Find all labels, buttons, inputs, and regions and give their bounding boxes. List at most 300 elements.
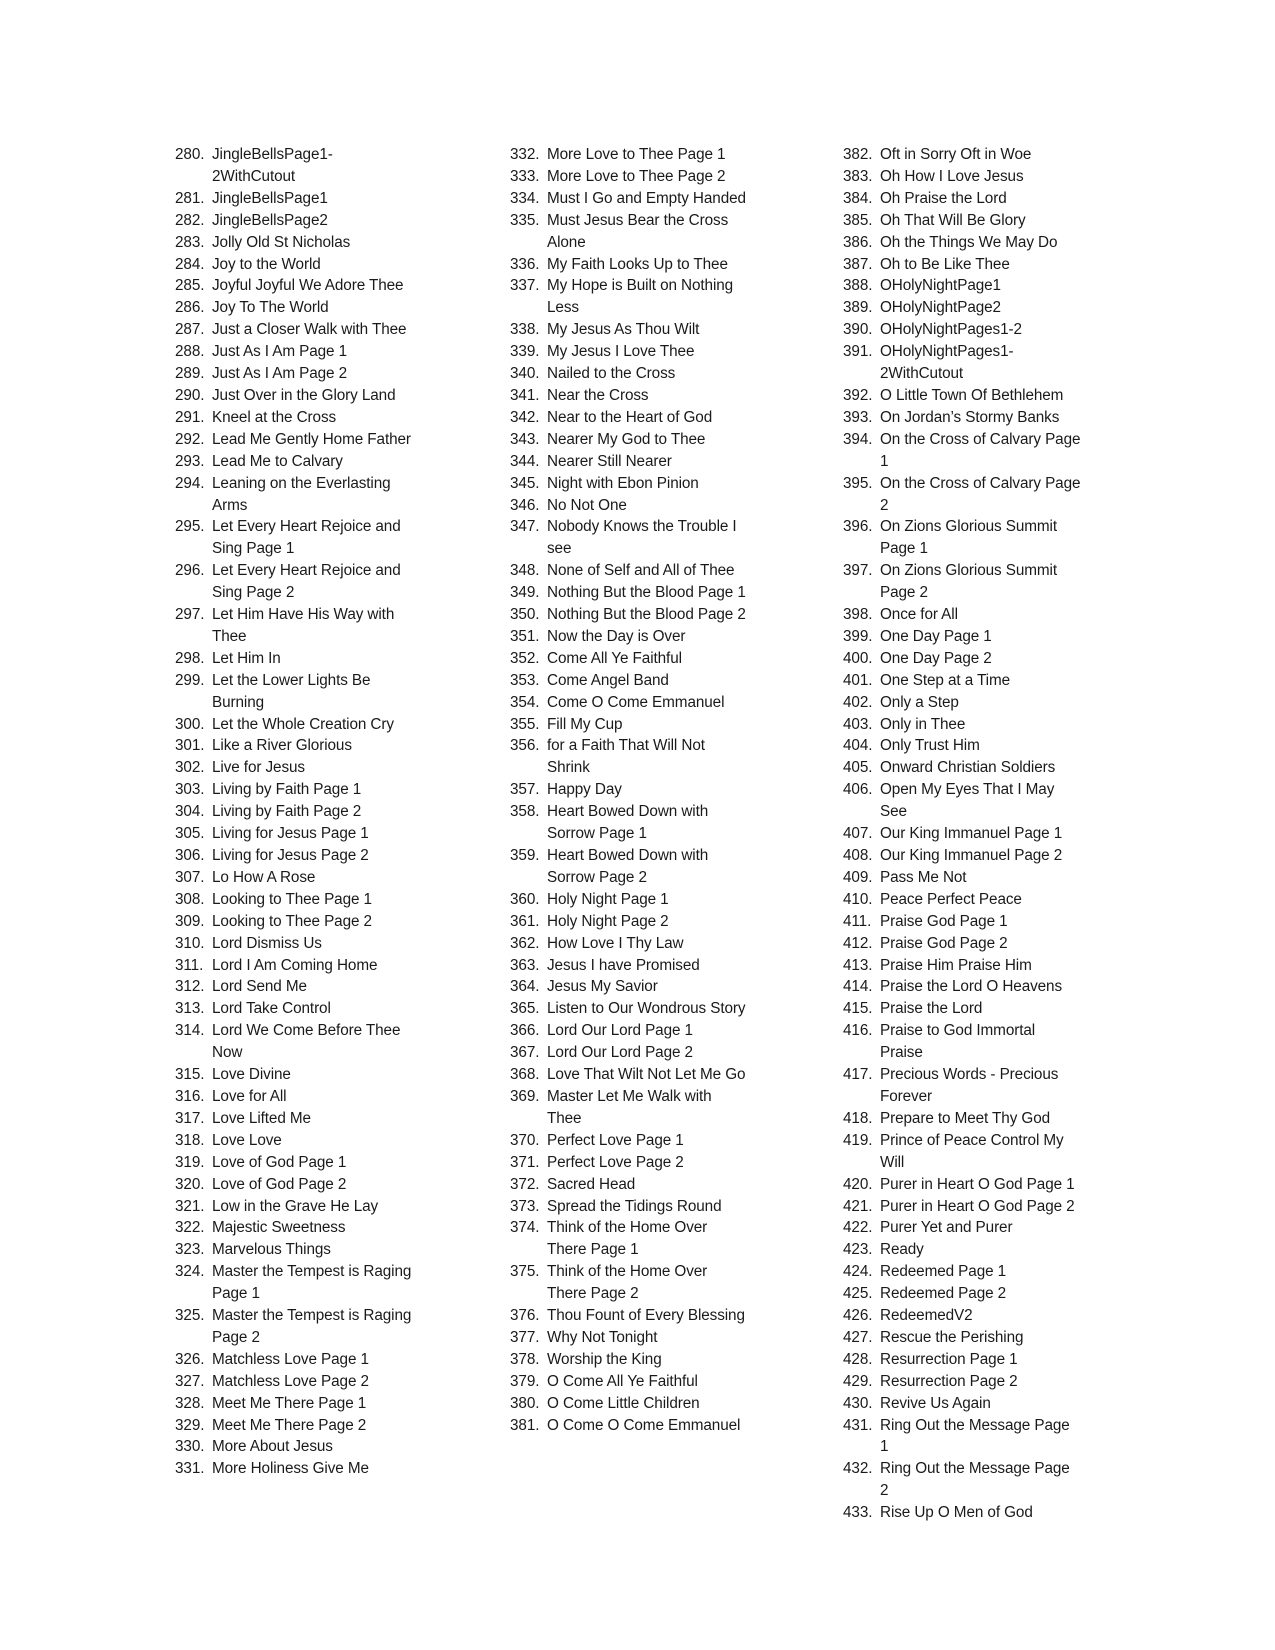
item-number: 415. bbox=[843, 1000, 873, 1018]
item-title: Open My Eyes That I May See bbox=[880, 781, 1055, 821]
item-number: 377. bbox=[510, 1328, 540, 1346]
item-title: Think of the Home Over There Page 1 bbox=[547, 1219, 708, 1259]
item-title: Purer in Heart O God Page 2 bbox=[880, 1197, 1075, 1215]
item-number: 364. bbox=[510, 978, 540, 996]
list-item bbox=[175, 1130, 413, 1152]
item-number: 300. bbox=[175, 715, 205, 733]
item-number: 281. bbox=[175, 189, 205, 207]
list-item bbox=[175, 1349, 413, 1371]
item-title: Rise Up O Men of God bbox=[880, 1504, 1033, 1522]
item-title: Just As I Am Page 2 bbox=[212, 365, 347, 383]
item-title: My Hope is Built on Nothing Less bbox=[547, 277, 734, 317]
item-number: 393. bbox=[843, 408, 873, 426]
item-number: 373. bbox=[510, 1197, 540, 1215]
list-item bbox=[510, 1086, 748, 1130]
item-title: Prepare to Meet Thy God bbox=[880, 1109, 1051, 1127]
item-number: 416. bbox=[843, 1022, 873, 1040]
list-item bbox=[843, 1064, 1081, 1108]
item-number: 410. bbox=[843, 890, 873, 908]
list-item bbox=[175, 1174, 413, 1196]
list-item bbox=[510, 714, 748, 736]
list-item bbox=[175, 1064, 413, 1086]
item-number: 306. bbox=[175, 847, 205, 864]
list-item bbox=[175, 1239, 413, 1261]
list-item bbox=[175, 210, 413, 232]
item-title: Only Trust Him bbox=[880, 737, 980, 755]
item-title: Oh How I Love Jesus bbox=[880, 167, 1024, 185]
list-item bbox=[175, 363, 413, 385]
list-item bbox=[175, 341, 413, 363]
list-item bbox=[843, 1239, 1081, 1261]
item-title: Praise to God Immortal Praise bbox=[880, 1022, 1036, 1062]
item-title: Master the Tempest is Raging Page 1 bbox=[212, 1263, 412, 1303]
item-title: Matchless Love Page 1 bbox=[212, 1350, 369, 1368]
item-number: 424. bbox=[843, 1263, 873, 1281]
item-title: Joy to the World bbox=[212, 255, 321, 273]
item-number: 429. bbox=[843, 1372, 873, 1390]
list-item bbox=[510, 341, 748, 363]
item-number: 336. bbox=[510, 255, 540, 273]
list-item bbox=[510, 166, 748, 188]
item-title: Marvelous Things bbox=[212, 1241, 331, 1259]
item-title: Lord Take Control bbox=[212, 1000, 331, 1018]
item-number: 418. bbox=[843, 1109, 873, 1127]
item-number: 338. bbox=[510, 321, 540, 339]
list-item bbox=[510, 473, 748, 495]
list-item bbox=[843, 407, 1081, 429]
item-number: 432. bbox=[843, 1460, 873, 1478]
item-number: 374. bbox=[510, 1219, 540, 1237]
list-item bbox=[510, 670, 748, 692]
item-title: Purer in Heart O God Page 1 bbox=[880, 1175, 1075, 1193]
item-number: 359. bbox=[510, 847, 540, 864]
item-number: 315. bbox=[175, 1066, 205, 1084]
item-title: O Come O Come Emmanuel bbox=[547, 1416, 741, 1434]
item-title: No Not One bbox=[547, 496, 627, 514]
item-title: More Holiness Give Me bbox=[212, 1460, 369, 1478]
item-number: 335. bbox=[510, 211, 540, 229]
item-title: Holy Night Page 1 bbox=[547, 890, 669, 908]
item-title: JingleBellsPage1 bbox=[212, 189, 328, 207]
item-title: RedeemedV2 bbox=[880, 1307, 973, 1325]
item-number: 426. bbox=[843, 1307, 873, 1325]
list-item bbox=[175, 1261, 413, 1305]
item-title: OHolyNightPage1 bbox=[880, 277, 1001, 295]
item-title: Master Let Me Walk with Thee bbox=[547, 1087, 712, 1127]
item-title: Praise Him Praise Him bbox=[880, 956, 1032, 974]
item-number: 378. bbox=[510, 1350, 540, 1368]
item-title: Prince of Peace Control My Will bbox=[880, 1131, 1064, 1171]
list-item bbox=[843, 955, 1081, 977]
item-title: Thou Fount of Every Blessing bbox=[547, 1307, 745, 1325]
list-item bbox=[175, 648, 413, 670]
list-item bbox=[175, 911, 413, 933]
item-number: 370. bbox=[510, 1131, 540, 1149]
list-item bbox=[510, 801, 748, 845]
item-title: Matchless Love Page 2 bbox=[212, 1372, 369, 1390]
list-item bbox=[510, 210, 748, 254]
item-number: 412. bbox=[843, 934, 873, 952]
item-title: Our King Immanuel Page 1 bbox=[880, 825, 1063, 843]
list-item bbox=[843, 1174, 1081, 1196]
list-item bbox=[843, 560, 1081, 604]
list-item bbox=[510, 582, 748, 604]
item-number: 317. bbox=[175, 1109, 205, 1127]
item-number: 383. bbox=[843, 167, 873, 185]
item-number: 400. bbox=[843, 649, 873, 667]
list-item bbox=[510, 363, 748, 385]
item-title: On the Cross of Calvary Page 2 bbox=[880, 474, 1081, 514]
item-number: 337. bbox=[510, 277, 540, 295]
item-number: 339. bbox=[510, 343, 540, 361]
list-item bbox=[843, 1458, 1081, 1502]
item-title: Let the Whole Creation Cry bbox=[212, 715, 394, 733]
item-title: Only in Thee bbox=[880, 715, 966, 733]
item-number: 292. bbox=[175, 430, 205, 448]
item-number: 320. bbox=[175, 1175, 205, 1193]
item-number: 352. bbox=[510, 649, 540, 667]
list-item bbox=[175, 1458, 413, 1480]
item-title: Ring Out the Message Page 2 bbox=[880, 1460, 1070, 1500]
item-title: One Step at a Time bbox=[880, 671, 1010, 689]
item-number: 379. bbox=[510, 1372, 540, 1390]
item-title: Love Love bbox=[212, 1131, 282, 1149]
item-number: 372. bbox=[510, 1175, 540, 1193]
item-number: 285. bbox=[175, 277, 205, 295]
item-number: 368. bbox=[510, 1066, 540, 1084]
item-number: 409. bbox=[843, 868, 873, 886]
item-title: Meet Me There Page 1 bbox=[212, 1394, 367, 1412]
item-title: Near the Cross bbox=[547, 386, 649, 404]
item-title: Listen to Our Wondrous Story bbox=[547, 1000, 746, 1018]
item-title: Perfect Love Page 2 bbox=[547, 1153, 684, 1171]
list-item bbox=[843, 1502, 1081, 1524]
list-item bbox=[175, 1020, 413, 1064]
item-number: 295. bbox=[175, 518, 205, 536]
list-item bbox=[843, 976, 1081, 998]
item-number: 294. bbox=[175, 474, 205, 492]
item-number: 407. bbox=[843, 825, 873, 843]
list-item bbox=[175, 889, 413, 911]
list-item bbox=[843, 714, 1081, 736]
item-title: None of Self and All of Thee bbox=[547, 562, 735, 580]
item-title: On Zions Glorious Summit Page 2 bbox=[880, 562, 1057, 602]
item-number: 354. bbox=[510, 693, 540, 711]
item-title: Joyful Joyful We Adore Thee bbox=[212, 277, 404, 295]
item-number: 425. bbox=[843, 1285, 873, 1303]
item-title: Looking to Thee Page 2 bbox=[212, 912, 372, 930]
list-item bbox=[510, 1196, 748, 1218]
list-item bbox=[510, 188, 748, 210]
item-title: for a Faith That Will Not Shrink bbox=[547, 737, 705, 777]
item-number: 394. bbox=[843, 430, 873, 448]
song-list-column-1 bbox=[175, 144, 413, 1480]
item-number: 289. bbox=[175, 365, 205, 383]
list-item bbox=[510, 429, 748, 451]
item-number: 362. bbox=[510, 934, 540, 952]
item-number: 302. bbox=[175, 759, 205, 777]
list-item bbox=[843, 911, 1081, 933]
list-item bbox=[843, 604, 1081, 626]
list-item bbox=[175, 1371, 413, 1393]
item-title: Looking to Thee Page 1 bbox=[212, 890, 372, 908]
item-title: Ring Out the Message Page 1 bbox=[880, 1416, 1070, 1456]
list-item bbox=[843, 473, 1081, 517]
item-title: Lord Send Me bbox=[212, 978, 307, 996]
item-number: 367. bbox=[510, 1044, 540, 1062]
list-item bbox=[510, 1261, 748, 1305]
list-item bbox=[510, 1371, 748, 1393]
item-title: Nothing But the Blood Page 1 bbox=[547, 584, 746, 602]
item-number: 353. bbox=[510, 671, 540, 689]
list-item bbox=[510, 735, 748, 779]
list-item bbox=[510, 1415, 748, 1437]
list-item bbox=[510, 1130, 748, 1152]
item-title: Oft in Sorry Oft in Woe bbox=[880, 146, 1032, 163]
item-title: Living for Jesus Page 1 bbox=[212, 825, 369, 843]
item-title: Praise the Lord bbox=[880, 1000, 983, 1018]
item-number: 297. bbox=[175, 606, 205, 624]
item-number: 355. bbox=[510, 715, 540, 733]
item-number: 392. bbox=[843, 386, 873, 404]
list-item bbox=[843, 757, 1081, 779]
list-item bbox=[510, 1305, 748, 1327]
list-item bbox=[175, 407, 413, 429]
list-item bbox=[510, 275, 748, 319]
item-title: Nearer Still Nearer bbox=[547, 452, 672, 470]
item-number: 304. bbox=[175, 803, 205, 821]
item-number: 397. bbox=[843, 562, 873, 580]
item-title: Oh Praise the Lord bbox=[880, 189, 1007, 207]
item-number: 347. bbox=[510, 518, 540, 536]
item-number: 344. bbox=[510, 452, 540, 470]
item-number: 386. bbox=[843, 233, 873, 251]
item-number: 380. bbox=[510, 1394, 540, 1412]
item-title: Revive Us Again bbox=[880, 1394, 991, 1412]
list-item bbox=[510, 1217, 748, 1261]
item-title: Kneel at the Cross bbox=[212, 408, 337, 426]
item-title: Nobody Knows the Trouble I see bbox=[547, 518, 737, 558]
list-item bbox=[175, 1436, 413, 1458]
item-title: Must Jesus Bear the Cross Alone bbox=[547, 211, 729, 251]
list-item bbox=[843, 144, 1081, 166]
list-item bbox=[175, 1108, 413, 1130]
list-item bbox=[843, 735, 1081, 757]
item-title: Lord Our Lord Page 2 bbox=[547, 1044, 693, 1062]
list-item bbox=[175, 670, 413, 714]
item-number: 301. bbox=[175, 737, 205, 755]
item-number: 319. bbox=[175, 1153, 205, 1171]
list-item bbox=[175, 275, 413, 297]
item-number: 288. bbox=[175, 343, 205, 361]
list-item bbox=[510, 1174, 748, 1196]
list-item bbox=[843, 275, 1081, 297]
item-number: 296. bbox=[175, 562, 205, 580]
item-title: Jesus My Savior bbox=[547, 978, 658, 996]
list-item bbox=[510, 648, 748, 670]
item-title: Lord Dismiss Us bbox=[212, 934, 322, 952]
item-number: 431. bbox=[843, 1416, 873, 1434]
list-item bbox=[175, 1217, 413, 1239]
item-title: Master the Tempest is Raging Page 2 bbox=[212, 1307, 412, 1346]
item-number: 309. bbox=[175, 912, 205, 930]
list-item bbox=[175, 1393, 413, 1415]
item-number: 329. bbox=[175, 1416, 205, 1434]
item-number: 334. bbox=[510, 189, 540, 207]
item-title: O Come All Ye Faithful bbox=[547, 1372, 698, 1390]
list-item bbox=[175, 297, 413, 319]
list-item bbox=[843, 1130, 1081, 1174]
item-number: 389. bbox=[843, 299, 873, 317]
list-item bbox=[175, 867, 413, 889]
item-title: Only a Step bbox=[880, 693, 959, 711]
list-item bbox=[843, 1415, 1081, 1459]
item-title: O Little Town Of Bethlehem bbox=[880, 386, 1064, 404]
item-title: Purer Yet and Purer bbox=[880, 1219, 1013, 1237]
item-number: 287. bbox=[175, 321, 205, 339]
item-title: One Day Page 2 bbox=[880, 649, 992, 667]
item-title: Just a Closer Walk with Thee bbox=[212, 321, 407, 339]
item-title: Let Every Heart Rejoice and Sing Page 1 bbox=[212, 518, 401, 558]
list-item bbox=[510, 998, 748, 1020]
item-title: Come O Come Emmanuel bbox=[547, 693, 725, 711]
item-title: Think of the Home Over There Page 2 bbox=[547, 1263, 708, 1303]
item-title: Heart Bowed Down with Sorrow Page 1 bbox=[547, 803, 709, 843]
item-number: 340. bbox=[510, 365, 540, 383]
item-number: 318. bbox=[175, 1131, 205, 1149]
item-number: 396. bbox=[843, 518, 873, 536]
item-number: 430. bbox=[843, 1394, 873, 1412]
item-title: Nothing But the Blood Page 2 bbox=[547, 606, 746, 624]
list-item bbox=[843, 1261, 1081, 1283]
item-title: On Jordan’s Stormy Banks bbox=[880, 408, 1060, 426]
item-title: Precious Words - Precious Forever bbox=[880, 1066, 1059, 1105]
item-title: Living by Faith Page 1 bbox=[212, 781, 362, 799]
list-item bbox=[843, 232, 1081, 254]
item-number: 401. bbox=[843, 671, 873, 689]
item-number: 395. bbox=[843, 474, 873, 492]
item-number: 280. bbox=[175, 146, 205, 163]
item-number: 403. bbox=[843, 715, 873, 733]
list-item bbox=[843, 1327, 1081, 1349]
item-number: 283. bbox=[175, 233, 205, 251]
list-item bbox=[175, 933, 413, 955]
item-title: Nailed to the Cross bbox=[547, 365, 676, 383]
item-title: Love for All bbox=[212, 1087, 287, 1105]
item-title: On Zions Glorious Summit Page 1 bbox=[880, 518, 1057, 558]
item-number: 361. bbox=[510, 912, 540, 930]
list-item bbox=[510, 626, 748, 648]
item-title: Oh the Things We May Do bbox=[880, 233, 1058, 251]
item-title: Living for Jesus Page 2 bbox=[212, 847, 369, 864]
item-title: Fill My Cup bbox=[547, 715, 623, 733]
item-number: 310. bbox=[175, 934, 205, 952]
item-title: Ready bbox=[880, 1241, 924, 1259]
item-title: Low in the Grave He Lay bbox=[212, 1197, 379, 1215]
list-item bbox=[175, 188, 413, 210]
list-item bbox=[175, 845, 413, 867]
list-item bbox=[510, 407, 748, 429]
list-item bbox=[175, 144, 413, 188]
list-item bbox=[843, 1371, 1081, 1393]
item-number: 314. bbox=[175, 1022, 205, 1040]
item-title: More About Jesus bbox=[212, 1438, 333, 1456]
list-item bbox=[510, 1152, 748, 1174]
item-number: 343. bbox=[510, 430, 540, 448]
list-item bbox=[510, 385, 748, 407]
item-title: Come All Ye Faithful bbox=[547, 649, 682, 667]
item-number: 282. bbox=[175, 211, 205, 229]
list-item bbox=[843, 1108, 1081, 1130]
item-title: Peace Perfect Peace bbox=[880, 890, 1022, 908]
item-title: Come Angel Band bbox=[547, 671, 669, 689]
item-number: 420. bbox=[843, 1175, 873, 1193]
item-number: 360. bbox=[510, 890, 540, 908]
item-number: 433. bbox=[843, 1504, 873, 1522]
item-title: JingleBellsPage2 bbox=[212, 211, 328, 229]
item-title: Love of God Page 2 bbox=[212, 1175, 347, 1193]
item-number: 413. bbox=[843, 956, 873, 974]
item-number: 417. bbox=[843, 1066, 873, 1084]
list-item bbox=[175, 955, 413, 977]
list-item bbox=[843, 1217, 1081, 1239]
item-title: Oh That Will Be Glory bbox=[880, 211, 1026, 229]
item-title: Worship the King bbox=[547, 1350, 662, 1368]
item-number: 422. bbox=[843, 1219, 873, 1237]
item-number: 305. bbox=[175, 825, 205, 843]
list-item bbox=[175, 516, 413, 560]
item-number: 402. bbox=[843, 693, 873, 711]
list-item bbox=[175, 429, 413, 451]
list-item bbox=[175, 735, 413, 757]
item-title: Living by Faith Page 2 bbox=[212, 803, 362, 821]
item-number: 291. bbox=[175, 408, 205, 426]
item-title: My Faith Looks Up to Thee bbox=[547, 255, 728, 273]
list-item bbox=[175, 1196, 413, 1218]
item-title: Lord We Come Before Thee Now bbox=[212, 1022, 401, 1062]
list-item bbox=[843, 210, 1081, 232]
list-item bbox=[510, 976, 748, 998]
list-item bbox=[175, 604, 413, 648]
item-number: 298. bbox=[175, 649, 205, 667]
list-item bbox=[843, 1393, 1081, 1415]
item-number: 357. bbox=[510, 781, 540, 799]
item-title: OHolyNightPages1-2 bbox=[880, 321, 1022, 339]
list-item bbox=[510, 144, 748, 166]
item-title: Joy To The World bbox=[212, 299, 329, 317]
list-item bbox=[510, 254, 748, 276]
item-number: 351. bbox=[510, 627, 540, 645]
list-item bbox=[175, 473, 413, 517]
item-number: 332. bbox=[510, 146, 540, 163]
item-title: Resurrection Page 1 bbox=[880, 1350, 1018, 1368]
list-item bbox=[843, 297, 1081, 319]
item-number: 286. bbox=[175, 299, 205, 317]
item-number: 398. bbox=[843, 606, 873, 624]
item-title: Redeemed Page 1 bbox=[880, 1263, 1007, 1281]
item-title: Lead Me Gently Home Father bbox=[212, 430, 411, 448]
item-title: Heart Bowed Down with Sorrow Page 2 bbox=[547, 847, 709, 886]
item-title: Praise God Page 1 bbox=[880, 912, 1008, 930]
list-item bbox=[843, 188, 1081, 210]
item-number: 333. bbox=[510, 167, 540, 185]
item-title: Let Him In bbox=[212, 649, 281, 667]
item-number: 346. bbox=[510, 496, 540, 514]
item-number: 408. bbox=[843, 847, 873, 864]
item-number: 405. bbox=[843, 759, 873, 777]
item-title: Lo How A Rose bbox=[212, 868, 316, 886]
item-number: 388. bbox=[843, 277, 873, 295]
